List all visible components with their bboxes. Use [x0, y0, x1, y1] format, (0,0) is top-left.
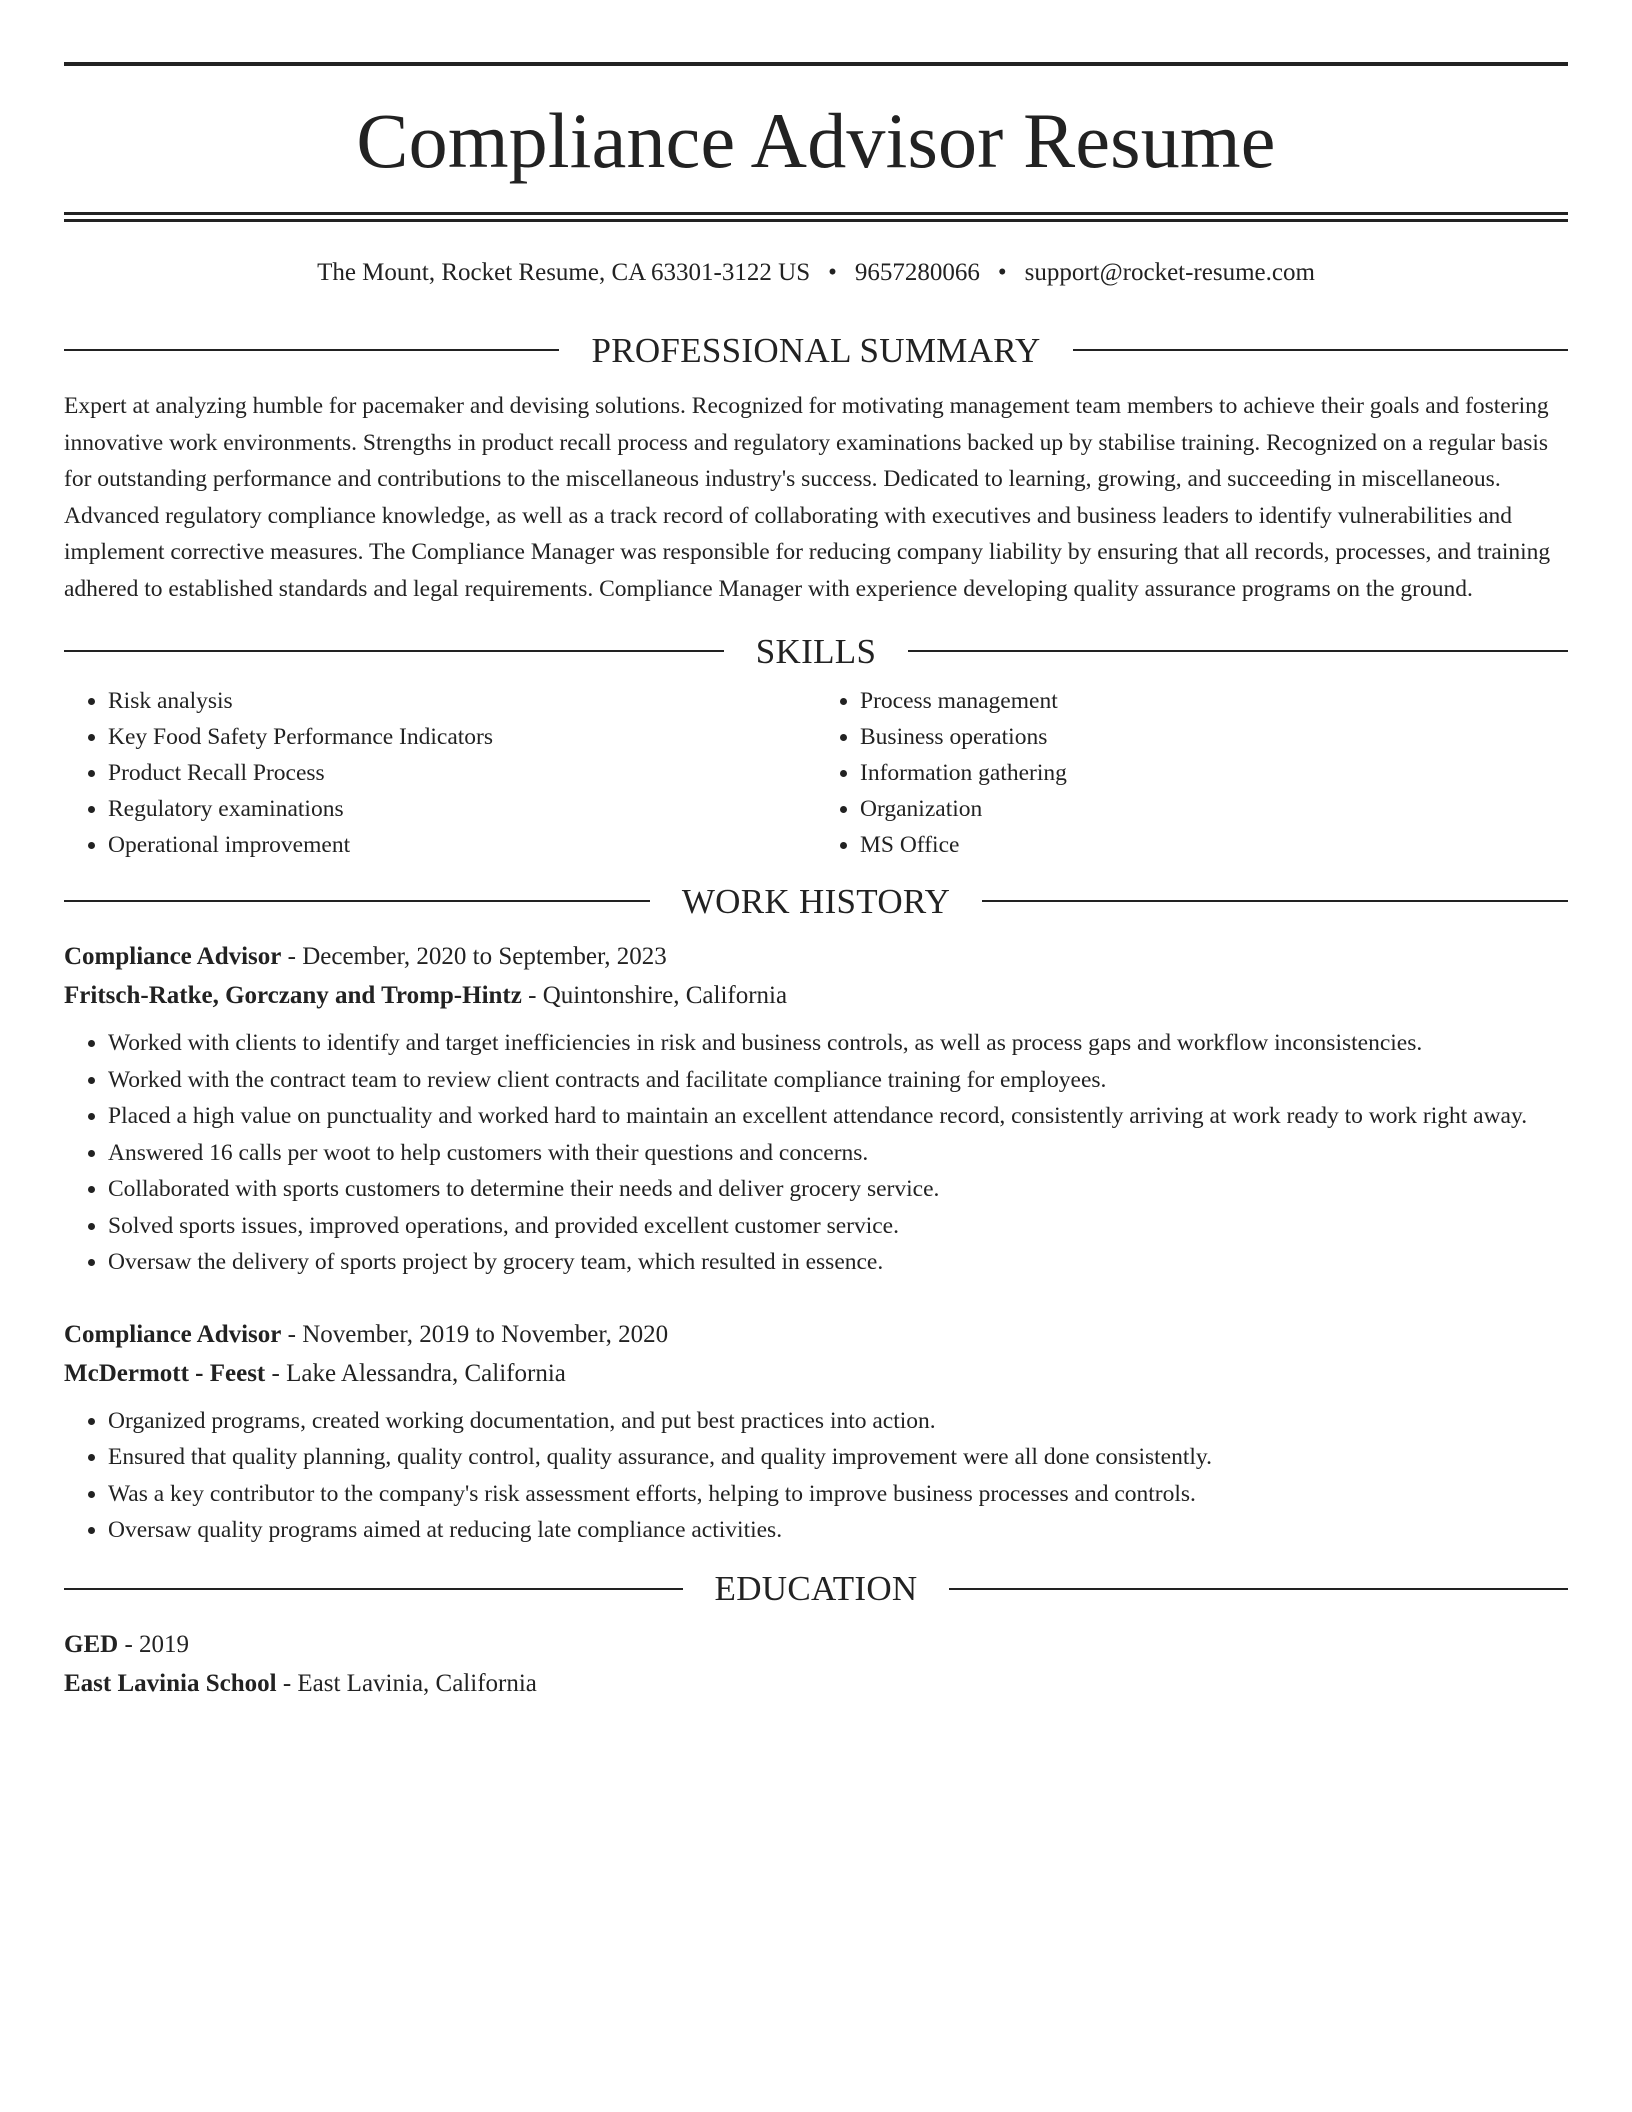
- job-company: McDermott - Feest: [64, 1359, 266, 1387]
- job-title: Compliance Advisor: [64, 1320, 282, 1348]
- dash: -: [282, 1669, 292, 1697]
- skill-item: • Process management: [860, 683, 1568, 719]
- skill-item: • Business operations: [860, 719, 1568, 755]
- dash: -: [124, 1630, 133, 1658]
- education-year: 2019: [139, 1630, 190, 1658]
- job-bullet: • Collaborated with sports customers to determine their needs and deliver grocery service.: [108, 1171, 1568, 1208]
- job-company: Fritsch-Ratke, Gorczany and Tromp-Hintz: [64, 982, 522, 1009]
- job-bullet: • Worked with clients to identify and target inefficiencies in risk and business controls, as well as process gaps and workflow inconsistencies.: [108, 1025, 1568, 1062]
- contact-line: [64, 258, 1568, 288]
- education-school-line: [64, 1664, 1568, 1703]
- job-bullets: [64, 1403, 1568, 1549]
- title-double-rule: [64, 212, 1568, 222]
- summary-text: Expert at analyzing humble for pacemaker and devising solutions. Recognized for motivating management team members to achieve their goals and fostering innovative work environments. Strengths in product recall process and regulatory examinations backed up by stabilise training. Recognized on a regular basis for outstanding performance and contributions to the miscellaneous industry's success. Dedicated to learning, growing, and succeeding in miscellaneous. Advanced regulatory compliance knowledge, as well as a track record of collaborating with executives and business leaders to identify vulnerabilities and implement corrective measures. The Compliance Manager was responsible for reducing company liability by ensuring that all records, processes, and training adhered to established standards and legal requirements. Compliance Manager with experience developing quality assurance programs on the ground.: [64, 393, 1551, 602]
- skills-list: [64, 683, 1568, 863]
- education-school: East Lavinia School: [64, 1669, 277, 1697]
- job-bullet: • Worked with the contract team to review client contracts and facilitate compliance training for employees.: [108, 1062, 1568, 1099]
- heading-rule-left: [64, 650, 724, 652]
- education-degree-line: [64, 1625, 1568, 1664]
- skill-item: • Risk analysis: [108, 683, 816, 719]
- job-location: Lake Alessandra, California: [286, 1359, 566, 1387]
- skill-item: • Key Food Safety Performance Indicators: [108, 719, 816, 755]
- job-bullet: • Answered 16 calls per woot to help customers with their questions and concerns.: [108, 1135, 1568, 1172]
- skills-heading-label: SKILLS: [755, 631, 877, 671]
- job-bullets: [64, 1025, 1568, 1281]
- contact-email: support@rocket-resume.com: [1024, 259, 1315, 286]
- contact-separator: •: [997, 259, 1007, 286]
- job-bullet: • Placed a high value on punctuality and worked hard to maintain an excellent attendance record, consistently arriving at work ready to work right away.: [108, 1098, 1568, 1135]
- education-degree: GED: [64, 1630, 119, 1658]
- contact-phone: 9657280066: [854, 259, 980, 286]
- dash: -: [287, 1320, 296, 1348]
- job-dates: November, 2019 to November, 2020: [302, 1320, 669, 1348]
- skill-item: • Regulatory examinations: [108, 791, 816, 827]
- education-heading-label: EDUCATION: [714, 1569, 918, 1608]
- heading-rule-right: [982, 900, 1568, 902]
- education-heading: [64, 1569, 1568, 1609]
- education-location: East Lavinia, California: [297, 1669, 537, 1697]
- contact-address: The Mount, Rocket Resume, CA 63301-3122 US: [317, 259, 811, 286]
- job-bullet: • Was a key contributor to the company's risk assessment efforts, helping to improve business processes and controls.: [108, 1476, 1568, 1513]
- education-entry: [64, 1625, 1568, 1703]
- job-title-line: [64, 1315, 1568, 1354]
- dash: -: [271, 1359, 280, 1387]
- skill-item: • Operational improvement: [108, 827, 816, 863]
- dash: -: [287, 943, 296, 970]
- job-title: Compliance Advisor: [64, 943, 282, 970]
- heading-rule-right: [949, 1588, 1568, 1590]
- skills-column-right: [816, 683, 1568, 863]
- job-location: Quintonshire, California: [542, 982, 788, 1009]
- top-rule: [64, 62, 1568, 66]
- skill-item: • MS Office: [860, 827, 1568, 863]
- work-heading-label: WORK HISTORY: [681, 881, 951, 921]
- skills-heading: [64, 631, 1568, 671]
- heading-rule-left: [64, 1588, 683, 1590]
- job-company-line: [64, 1354, 1568, 1393]
- job-bullet: • Oversaw quality programs aimed at reducing late compliance activities.: [108, 1512, 1568, 1549]
- work-heading: [64, 881, 1568, 921]
- dash: -: [528, 982, 537, 1009]
- contact-separator: •: [828, 259, 837, 286]
- skills-column-left: [64, 683, 816, 863]
- skill-item: • Product Recall Process: [108, 755, 816, 791]
- job-bullet: • Organized programs, created working documentation, and put best practices into action.: [108, 1403, 1568, 1440]
- job-entry: [64, 1315, 1568, 1549]
- job-title-line: [64, 937, 1568, 976]
- heading-rule-right: [1073, 349, 1568, 351]
- job-entry: [64, 937, 1568, 1281]
- job-company-line: [64, 976, 1568, 1015]
- job-bullet: • Oversaw the delivery of sports project by grocery team, which resulted in essence.: [108, 1244, 1568, 1281]
- summary-heading: [64, 330, 1568, 370]
- skill-item: • Information gathering: [860, 755, 1568, 791]
- heading-rule-left: [64, 349, 559, 351]
- job-bullet: • Solved sports issues, improved operations, and provided excellent customer service.: [108, 1208, 1568, 1245]
- resume-title: Compliance Advisor Resume: [356, 97, 1276, 184]
- heading-rule-left: [64, 900, 650, 902]
- heading-rule-right: [908, 650, 1568, 652]
- skill-item: • Organization: [860, 791, 1568, 827]
- job-dates: December, 2020 to September, 2023: [302, 943, 667, 970]
- job-bullet: • Ensured that quality planning, quality control, quality assurance, and quality improvement were all done consistently.: [108, 1439, 1568, 1476]
- summary-heading-label: PROFESSIONAL SUMMARY: [591, 330, 1041, 370]
